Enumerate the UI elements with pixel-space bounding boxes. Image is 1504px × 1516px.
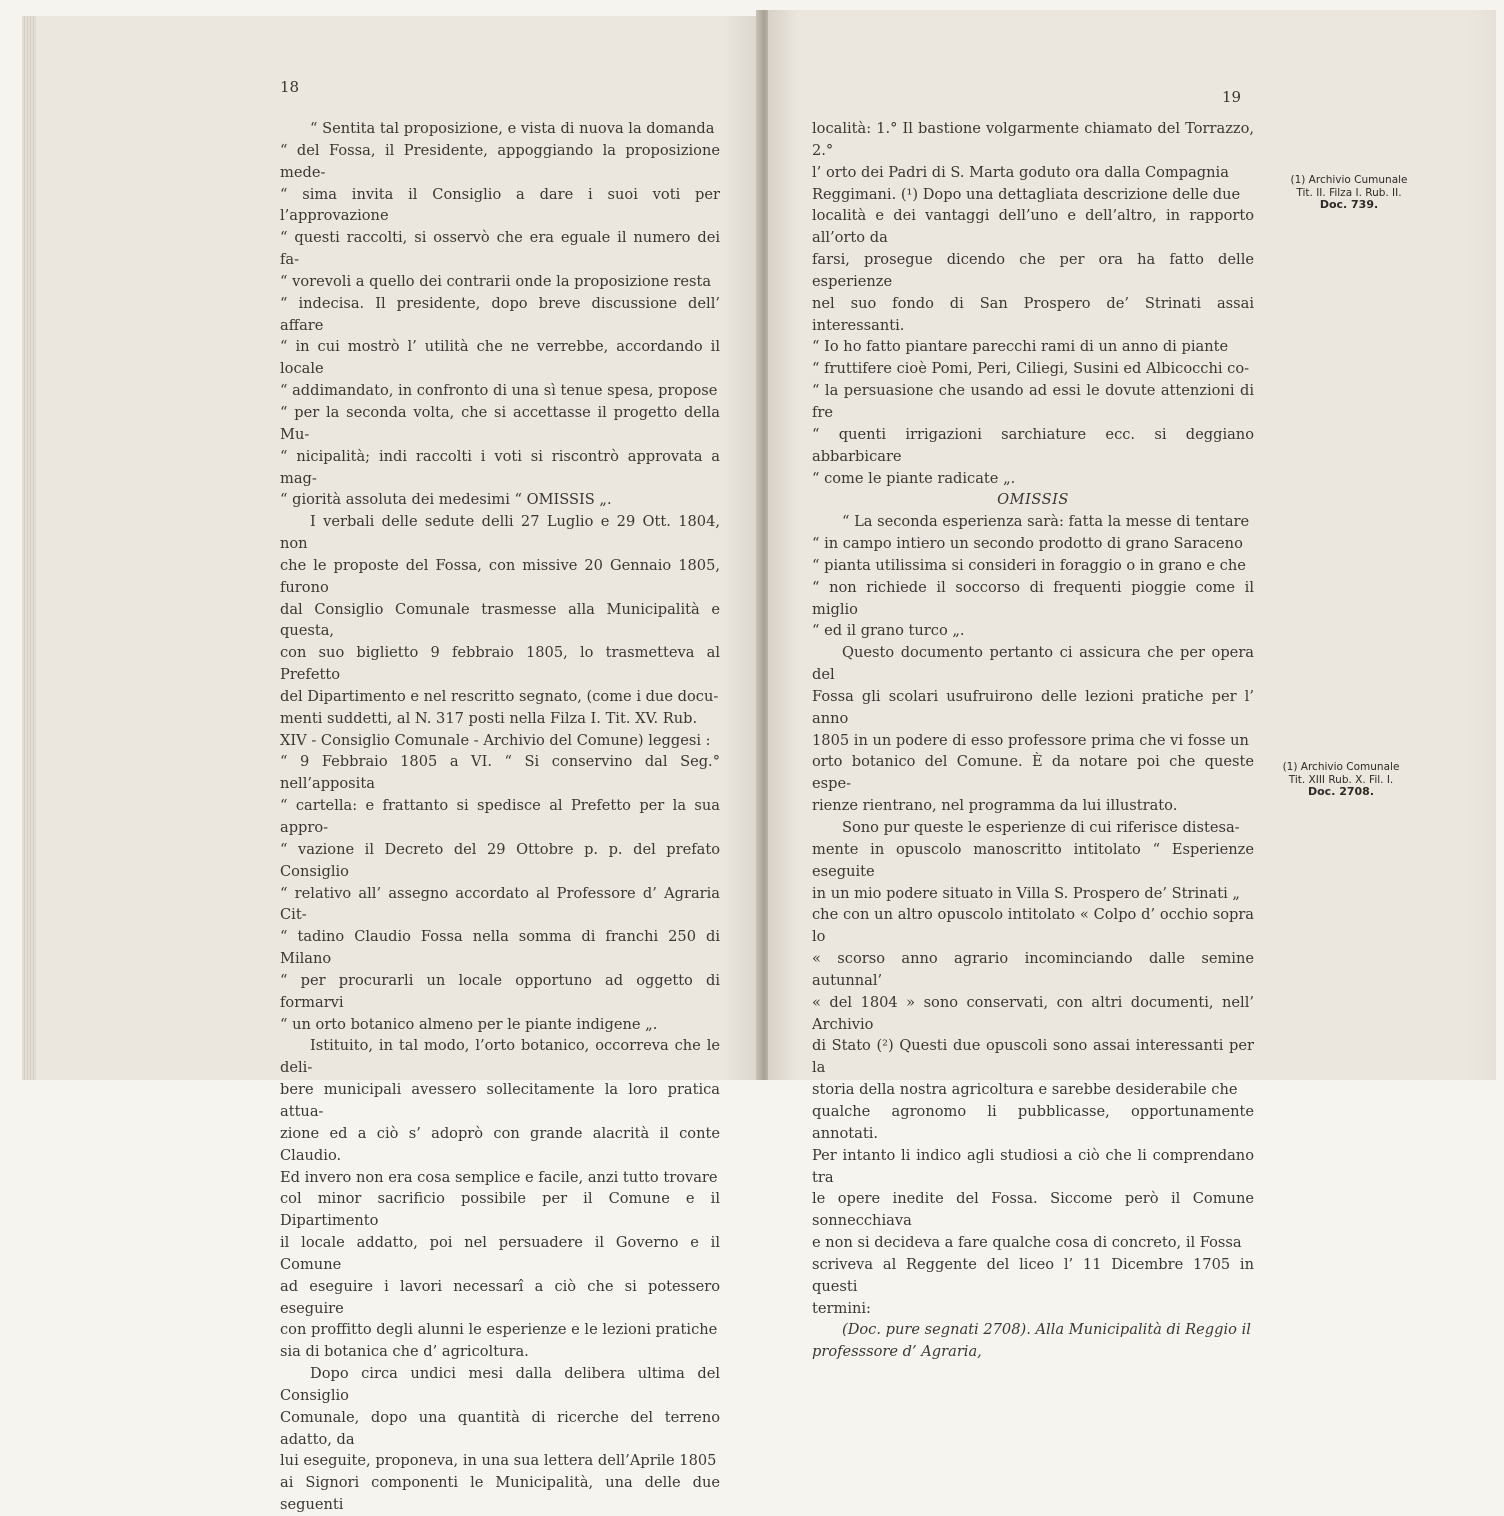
text-line: di Stato (²) Questi due opuscoli sono assai interessanti per la: [812, 1037, 1254, 1077]
text-line: lui eseguite, proponeva, in una sua lettera dell’Aprile 1805: [280, 1452, 717, 1470]
text-line: “ cartella: e frattanto si spedisce al Prefetto per la sua appro-: [280, 797, 720, 836]
text-line: “ in cui mostrò l’ utilità che ne verrebbe, accordando il locale: [280, 338, 720, 378]
right-page-text: [812, 118, 1254, 1363]
right-page-number: 19: [1222, 88, 1242, 106]
margin-note-1: [1264, 174, 1434, 212]
text-line: mente in opuscolo manoscritto intitolato “ Esperienze eseguite: [812, 840, 1254, 880]
text-line: con proffitto degli alunni le esperienze e le lezioni pratiche: [280, 1321, 718, 1339]
text-line: località e dei vantaggi dell’uno e dell’altro, in rapporto all’orto da: [812, 207, 1254, 247]
text-line: “ in campo intiero un secondo prodotto di grano Saraceno: [812, 535, 1243, 553]
text-line: bere municipali avessero sollecitamente la loro pratica attua-: [280, 1081, 720, 1120]
text-line: Comunale, dopo una quantità di ricerche del terreno adatto, da: [280, 1408, 720, 1448]
text-line: “ ed il grano turco „.: [812, 622, 965, 640]
text-line: farsi, prosegue dicendo che per ora ha fatto delle esperienze: [812, 251, 1254, 290]
text-line: « scorso anno agrario incominciando dalle semine autunnal’: [812, 950, 1254, 989]
text-line: Dopo circa undici mesi dalla delibera ultima del Consiglio: [280, 1365, 720, 1404]
text-line: che le proposte del Fossa, con missive 20 Gennaio 1805, furono: [280, 556, 720, 596]
text-line: con suo biglietto 9 febbraio 1805, lo trasmetteva al Prefetto: [280, 644, 720, 684]
text-line: “ vorevoli a quello dei contrarii onde la proposizione resta: [280, 272, 712, 290]
text-line: rienze rientrano, nel programma da lui illustrato.: [812, 797, 1178, 815]
text-line: che con un altro opuscolo intitolato « Colpo d’ occhio sopra lo: [812, 906, 1254, 946]
note-doc: Doc. 739.: [1319, 198, 1379, 211]
text-line: località: 1.° Il bastione volgarmente chiamato del Torrazzo, 2.°: [812, 120, 1254, 159]
text-line: storia della nostra agricoltura e sarebbe desiderabile che: [812, 1081, 1238, 1099]
text-line: I verbali delle sedute delli 27 Luglio e 29 Ott. 1804, non: [280, 513, 720, 553]
text-line: qualche agronomo li pubblicasse, opportunamente annotati.: [812, 1102, 1254, 1142]
text-line: “ Sentita tal proposizione, e vista di nuova la domanda: [310, 120, 715, 137]
text-line: “ del Fossa, il Presidente, appoggiando la proposizione mede-: [280, 141, 720, 181]
left-page-number: 18: [280, 78, 300, 96]
text-line: “ fruttifere cioè Pomi, Peri, Ciliegi, Susini ed Albicocchi co-: [812, 360, 1250, 378]
text-line: “ vazione il Decreto del 29 Ottobre p. p. del prefato Consiglio: [280, 840, 720, 880]
text-line: “ nicipalità; indi raccolti i voti si riscontrò approvata a mag-: [280, 447, 720, 487]
text-line: le opere inedite del Fossa. Siccome però il Comune sonnecchiava: [812, 1190, 1254, 1230]
text-line: ai Signori componenti le Municipalità, una delle due seguenti: [280, 1474, 720, 1514]
text-line: “ addimandato, in confronto di una sì tenue spesa, propose: [280, 382, 718, 400]
text-line: “ quenti irrigazioni sarchiature ecc. si deggiano abbarbicare: [812, 425, 1254, 465]
text-line: orto botanico del Comune. È da notare poi che queste espe-: [812, 753, 1254, 793]
text-line: nel suo fondo di San Prospero de’ Strinati assai interessanti.: [812, 294, 1254, 334]
text-line: “ Io ho fatto piantare parecchi rami di un anno di piante: [812, 338, 1229, 356]
text-line: “ per la seconda volta, che si accettasse il progetto della Mu-: [280, 403, 720, 443]
text-line: “ la persuasione che usando ad essi le dovute attenzioni di fre: [812, 382, 1254, 421]
note-source: (1) Archivio Cumunale: [1290, 174, 1408, 186]
text-line: professsore d’ Agraria,: [812, 1343, 982, 1361]
page-edges: [22, 16, 36, 1080]
text-line: “ tadino Claudio Fossa nella somma di franchi 250 di Milano: [280, 928, 720, 968]
text-line: zione ed a ciò s’ adoprò con grande alacrità il conte Claudio.: [280, 1124, 720, 1164]
text-line: l’ orto dei Padri di S. Marta goduto ora dalla Compagnia: [812, 163, 1229, 181]
text-line: “ pianta utilissima si consideri in foraggio o in grano e che: [812, 556, 1246, 574]
text-line: Fossa gli scolari usufruirono delle lezioni pratiche per l’ anno: [812, 687, 1254, 727]
text-line: Questo documento pertanto ci assicura che per opera del: [812, 644, 1254, 684]
text-line: il locale addatto, poi nel persuadere il Governo e il Comune: [280, 1234, 720, 1273]
note-doc: Doc. 2708.: [1307, 785, 1374, 798]
text-line: scriveva al Reggente del liceo l’ 11 Dicembre 1705 in questi: [812, 1255, 1254, 1295]
text-line: “ indecisa. Il presidente, dopo breve discussione dell’ affare: [280, 294, 720, 334]
text-line: Sono pur queste le esperienze di cui riferisce distesa-: [842, 819, 1240, 836]
text-line: “ come le piante radicate „.: [812, 469, 1016, 487]
note-source: (1) Archivio Comunale: [1282, 761, 1400, 773]
text-line: XIV - Consiglio Comunale - Archivio del Comune) leggesi :: [280, 731, 711, 749]
text-line: e non si decideva a fare qualche cosa di concreto, il Fossa: [812, 1234, 1242, 1252]
text-line: in un mio podere situato in Villa S. Prospero de’ Strinati „: [812, 884, 1240, 902]
text-line: Ed invero non era cosa semplice e facile, anzi tutto trovare: [280, 1168, 718, 1186]
text-line: “ 9 Febbraio 1805 a VI. “ Si conservino dal Seg.° nell’apposita: [280, 753, 720, 793]
text-line: dal Consiglio Comunale trasmesse alla Municipalità e questa,: [280, 600, 720, 640]
note-reference: Tit. XIII Rub. X. Fil. I.: [1288, 773, 1394, 786]
margin-note-2: [1256, 761, 1426, 799]
text-line: “ relativo all’ assegno accordato al Professore d’ Agraria Cit-: [280, 884, 720, 924]
text-line: « del 1804 » sono conservati, con altri documenti, nell’ Archivio: [812, 993, 1254, 1033]
text-line: “ La seconda esperienza sarà: fatta la messe di tentare: [842, 513, 1250, 531]
text-line: “ sima invita il Consiglio a dare i suoi voti per l’approvazione: [280, 185, 720, 225]
omissis-heading: OMISSIS: [997, 491, 1069, 509]
text-line: del Dipartimento e nel rescritto segnato, (come i due docu-: [280, 687, 719, 705]
text-line: “ questi raccolti, si osservò che era eguale il numero dei fa-: [280, 229, 720, 269]
text-line: Reggimani. (¹) Dopo una dettagliata descrizione delle due: [812, 185, 1241, 203]
text-line: “ un orto botanico almeno per le piante indigene „.: [280, 1015, 658, 1033]
note-reference: Tit. II. Filza I. Rub. II.: [1296, 186, 1402, 199]
text-line: sia di botanica che d’ agricoltura.: [280, 1343, 529, 1361]
left-page-text: [280, 118, 720, 1516]
text-line: col minor sacrificio possibile per il Comune e il Dipartimento: [280, 1190, 720, 1230]
text-line: 1805 in un podere di esso professore prima che vi fosse un: [812, 731, 1249, 749]
text-line: “ non richiede il soccorso di frequenti pioggie come il miglio: [812, 578, 1254, 618]
text-line: Istituito, in tal modo, l’orto botanico, occorreva che le deli-: [280, 1037, 720, 1077]
text-line: menti suddetti, al N. 317 posti nella Filza I. Tit. XV. Rub.: [280, 709, 698, 727]
text-line: (Doc. pure segnati 2708). Alla Municipalità di Reggio il: [842, 1321, 1251, 1339]
text-line: Per intanto li indico agli studiosi a ciò che li comprendano tra: [812, 1146, 1254, 1186]
text-line: ad eseguire i lavori necessarî a ciò che si potessero eseguire: [280, 1277, 720, 1317]
text-line: “ giorità assoluta dei medesimi “ OMISSIS „.: [280, 491, 612, 509]
text-line: “ per procurarli un locale opportuno ad oggetto di formarvi: [280, 971, 720, 1011]
text-line: termini:: [812, 1299, 871, 1317]
